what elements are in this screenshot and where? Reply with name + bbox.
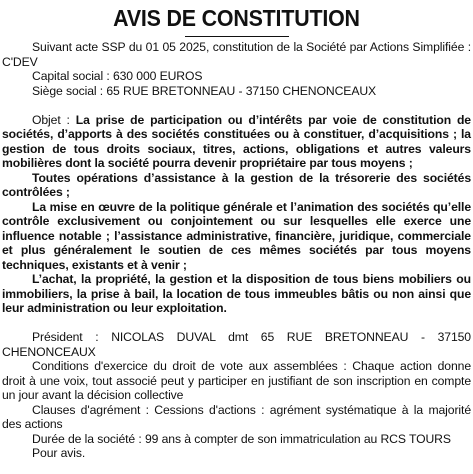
president-line: Président : NICOLAS DUVAL dmt 65 RUE BRETONNEAU - 37150 CHENONCEAUX xyxy=(2,330,471,359)
pour-avis-line: Pour avis. xyxy=(32,446,86,460)
objet-text-1: La prise de participation ou d’intérêts par voie de constitution de sociétés, d’apports à des sociétés constituées ou à constituer, d’acquisitions ; la gestion de tous droits sociaux, titres, actions, obligations et autres valeurs mobilières dont la société pourra devenir propriétaire par tous moyens ; xyxy=(2,112,471,170)
notice-body xyxy=(2,40,471,461)
title-underline xyxy=(185,36,289,37)
siege-line: Siège social : 65 RUE BRETONNEAU - 37150 CHENONCEAUX xyxy=(32,83,377,98)
capital-line: Capital social : 630 000 EUROS xyxy=(32,69,203,83)
conditions-line: Conditions d'exercice du droit de vote aux assemblées : Chaque action donne droit à une voix, tout associé peut y participer en justifiant de son inscription en compte un jour avant la décision collective xyxy=(2,359,471,402)
objet-paragraph-3: La mise en œuvre de la politique générale et l’animation des sociétés qu’elle contrôle exclusivement ou conjointement ou sur lesquelles elle exerce une influence notable ; l’assistance administrative, financière, juridique, commerciale et plus généralement le soutien de ces mêmes sociétés par tous moyens techniques, existants et à venir ; xyxy=(2,199,471,272)
objet-paragraph-2: Toutes opérations d’assistance à la gestion de la trésorerie des sociétés contrôlées ; xyxy=(2,170,471,199)
objet-label: Objet : xyxy=(32,112,76,127)
duree-line: Durée de la société : 99 ans à compter de son immatriculation au RCS TOURS xyxy=(32,431,451,446)
notice-title: AVIS DE CONSTITUTION xyxy=(113,5,360,31)
agrement-line: Clauses d'agrément : Cessions d'actions : agrément systématique à la majorité des actions xyxy=(2,402,471,431)
spacer xyxy=(2,98,471,113)
legal-notice xyxy=(0,5,473,474)
acte-line: Suivant acte SSP du 01 05 2025, constitution de la Société par Actions Simplifiée : C'DEV xyxy=(2,40,471,69)
spacer xyxy=(2,316,471,331)
objet-paragraph-4: L’achat, la propriété, la gestion et la disposition de tous biens mobiliers ou immobiliers, la prise à bail, la location de tous immeubles bâtis ou non ainsi que leur administration ou leur exploitation. xyxy=(2,272,471,315)
objet-paragraph-1 xyxy=(2,113,471,171)
